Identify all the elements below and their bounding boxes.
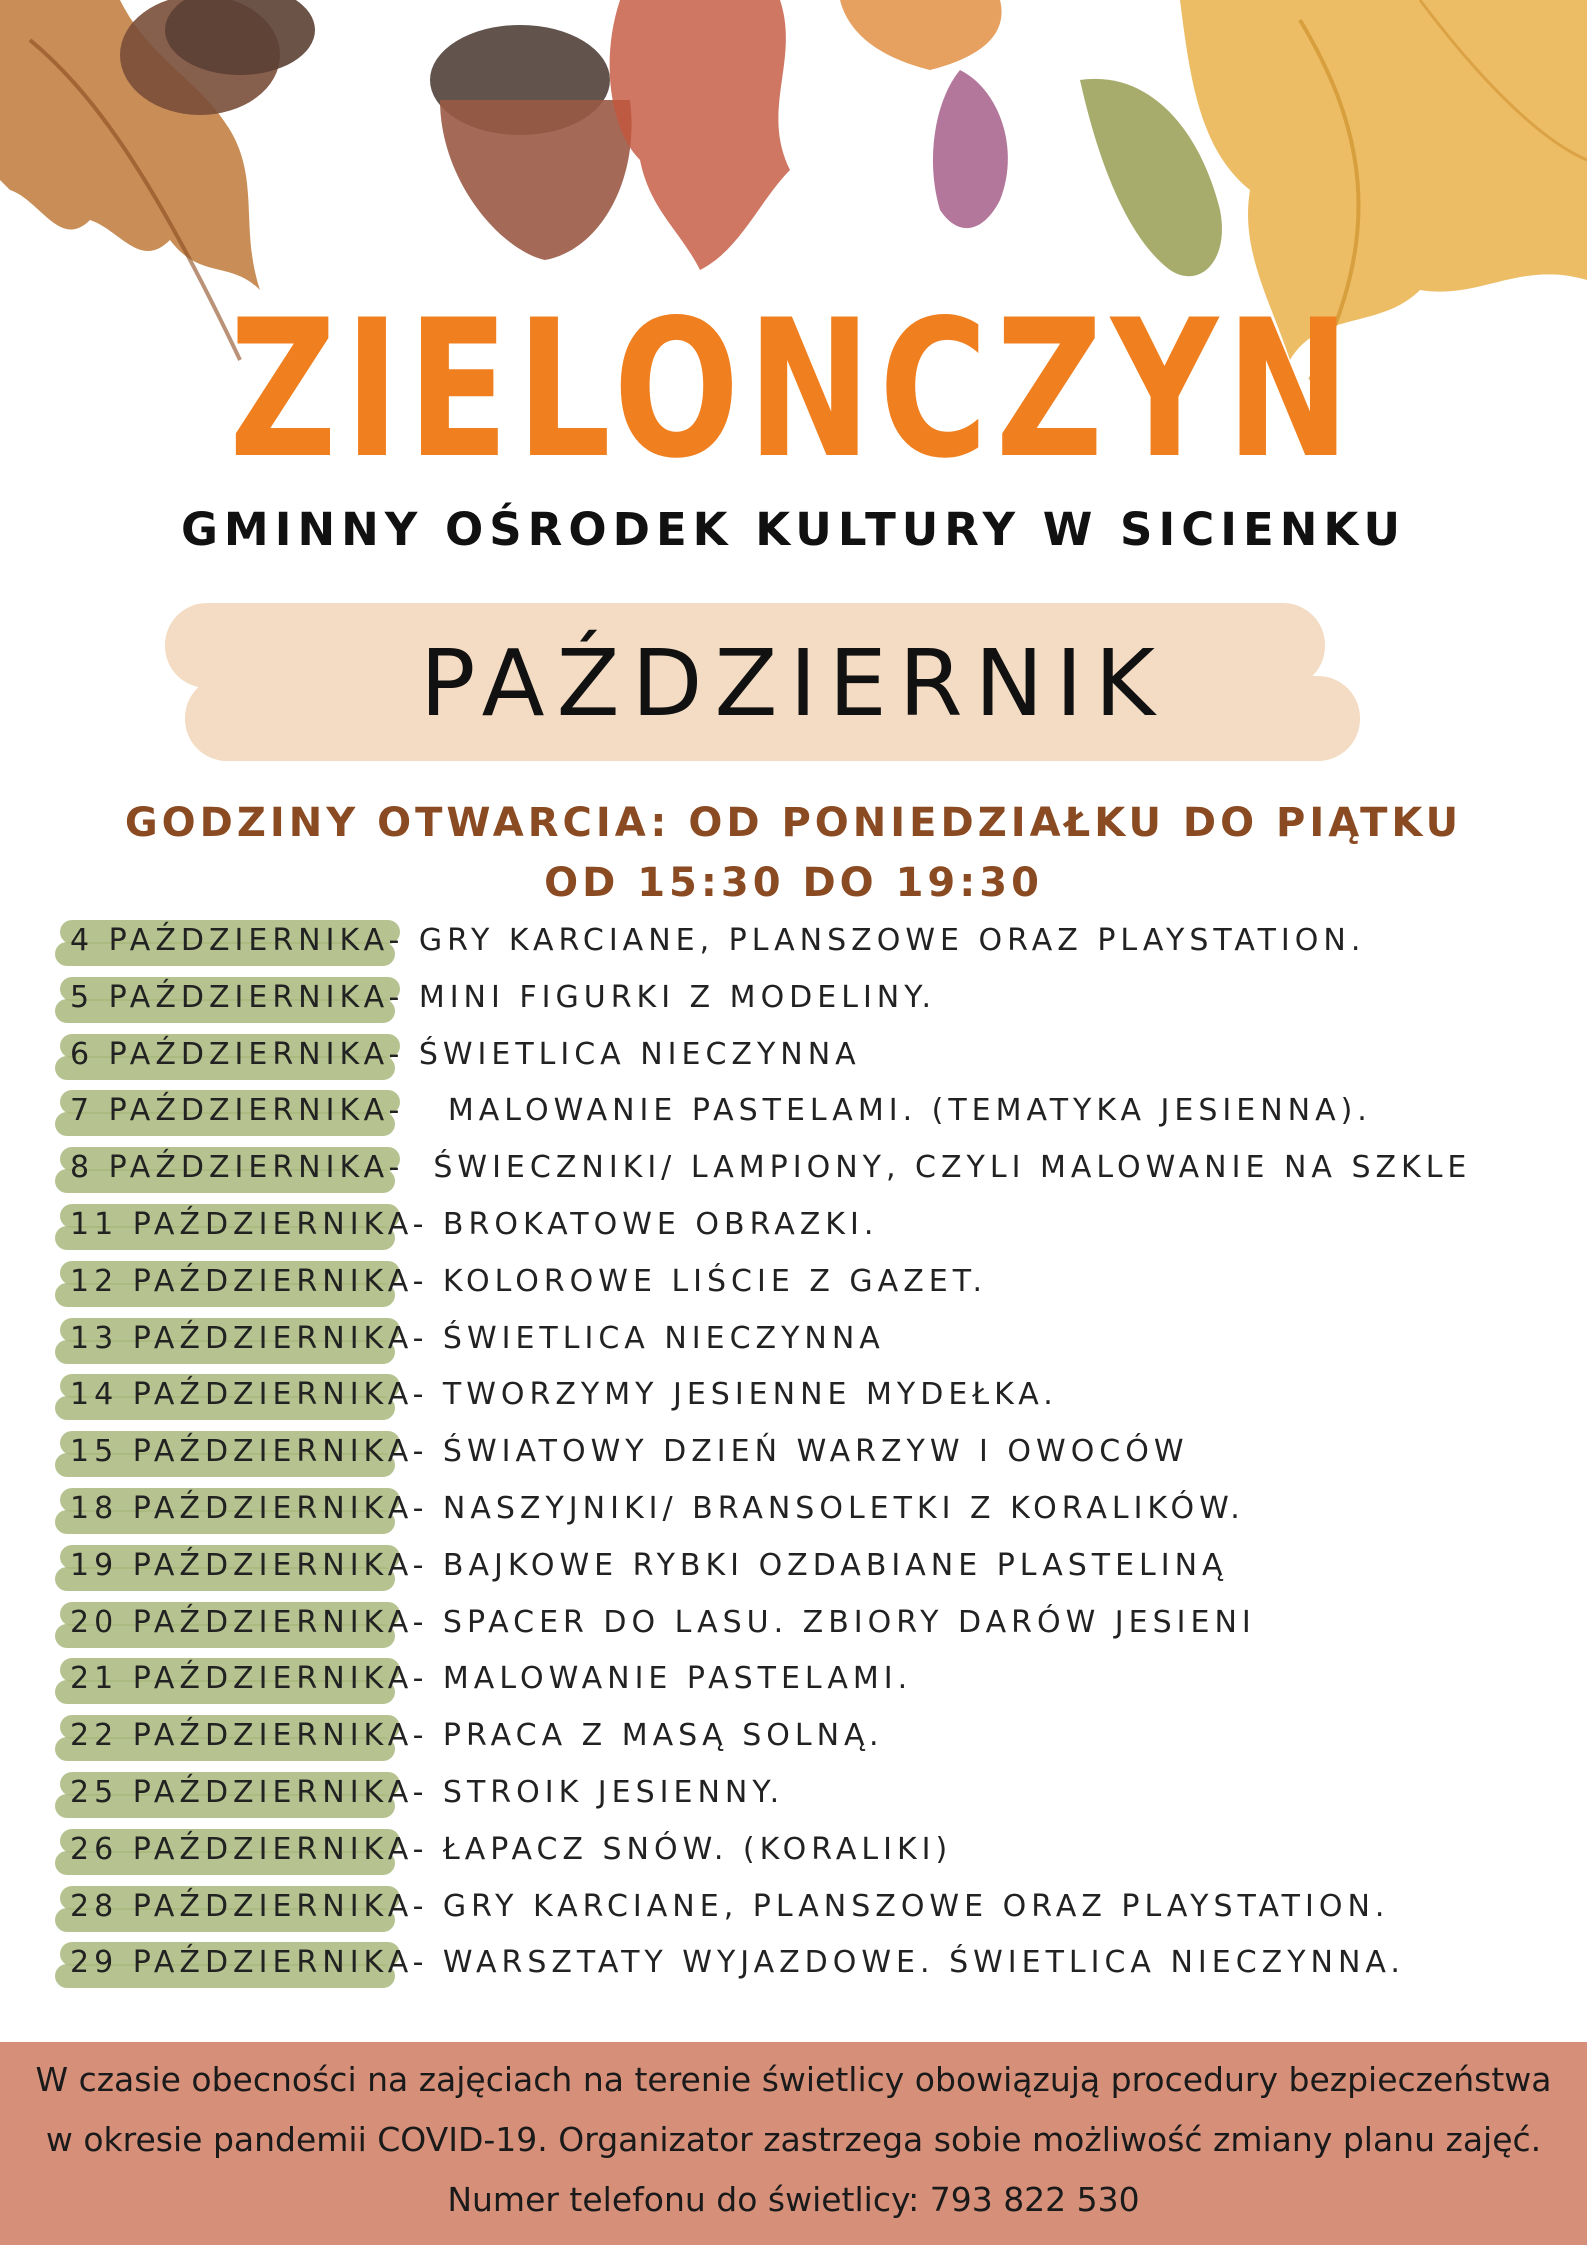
schedule-activity: - ŁAPACZ SNÓW. (KORALIKI) [412,1831,953,1867]
schedule-date: 8 PAŹDZIERNIKA [70,1150,389,1186]
schedule-item [70,975,936,1021]
schedule-date: 18 PAŹDZIERNIKA [70,1491,413,1526]
schedule-activity: - BAJKOWE RYBKI OZDABIANE PLASTELINĄ [412,1547,1228,1583]
schedule-item [70,1259,987,1305]
schedule-item [70,1770,784,1816]
schedule-activity: - ŚWIATOWY DZIEŃ WARZYW I OWOCÓW [412,1434,1189,1470]
schedule-date: 13 PAŹDZIERNIKA [70,1320,413,1356]
schedule-item [70,1088,1372,1134]
schedule-date: 29 PAŹDZIERNIKA [70,1945,413,1981]
schedule-activity: - TWORZYMY JESIENNE MYDEŁKA. [412,1377,1058,1413]
schedule-activity: - WARSZTATY WYJAZDOWE. ŚWIETLICA NIECZYNNA. [412,1945,1405,1981]
phone-number: Numer telefonu do świetlicy: 793 822 530 [447,2180,1140,2219]
schedule-item [70,1145,1471,1191]
opening-hours-time: OD 15:30 DO 19:30 [544,860,1043,906]
acorn-icon [440,100,632,260]
schedule-activity: - GRY KARCIANE, PLANSZOWE ORAZ PLAYSTATION. [388,923,1366,958]
schedule-date: 21 PAŹDZIERNIKA [70,1661,413,1697]
schedule-date: 11 PAŹDZIERNIKA [70,1207,413,1242]
schedule-activity: - NASZYJNIKI/ BRANSOLETKI Z KORALIKÓW. [412,1491,1245,1526]
schedule-item [70,1713,884,1759]
schedule-date: 28 PAŹDZIERNIKA [70,1888,413,1924]
schedule-item [70,1202,878,1248]
footer-notice-line: W czasie obecności na zajęciach na terenie świetlicy obowiązują procedury bezpieczeństwa [35,2060,1552,2099]
schedule-item [70,1372,1058,1418]
footer-notice [0,2042,1587,2245]
schedule-list [0,918,1587,1998]
schedule-activity: - ŚWIETLICA NIECZYNNA [412,1320,885,1356]
schedule-activity: - ŚWIECZNIKI/ LAMPIONY, CZYLI MALOWANIE NA SZKLE [388,1150,1472,1186]
schedule-date: 6 PAŹDZIERNIKA [70,1036,389,1072]
schedule-date: 12 PAŹDZIERNIKA [70,1263,413,1299]
schedule-item [70,1940,1405,1986]
schedule-activity: - MALOWANIE PASTELAMI. [412,1661,913,1697]
opening-hours-days: GODZINY OTWARCIA: OD PONIEDZIAŁKU DO PIĄTKU [124,800,1463,846]
schedule-date: 19 PAŹDZIERNIKA [70,1547,413,1583]
schedule-item [70,1032,861,1078]
schedule-activity: - MINI FIGURKI Z MODELINY. [388,979,937,1015]
schedule-date: 26 PAŹDZIERNIKA [70,1831,413,1867]
schedule-activity: - GRY KARCIANE, PLANSZOWE ORAZ PLAYSTATION. [412,1888,1390,1924]
schedule-item [70,1316,885,1362]
schedule-date: 14 PAŹDZIERNIKA [70,1377,413,1413]
month-heading: PAŹDZIERNIK [420,630,1167,737]
schedule-activity: - SPACER DO LASU. ZBIORY DARÓW JESIENI [412,1604,1256,1640]
schedule-activity: - ŚWIETLICA NIECZYNNA [388,1036,861,1072]
schedule-activity: - STROIK JESIENNY. [412,1775,785,1810]
schedule-activity: - MALOWANIE PASTELAMI. (TEMATYKA JESIENNA). [388,1093,1372,1129]
orange-leaf-icon [840,0,1002,70]
schedule-item [70,1543,1228,1589]
schedule-item [70,1827,952,1873]
schedule-date: 20 PAŹDZIERNIKA [70,1604,413,1640]
schedule-item [70,1600,1256,1646]
schedule-date: 7 PAŹDZIERNIKA [70,1093,389,1129]
schedule-activity: - KOLOROWE LIŚCIE Z GAZET. [412,1263,987,1299]
schedule-item [70,1429,1189,1475]
page-title: ZIELONCZYN [229,279,1358,500]
schedule-item [70,918,1365,964]
schedule-activity: - BROKATOWE OBRAZKI. [412,1207,879,1242]
schedule-item [70,1486,1245,1532]
schedule-date: 22 PAŹDZIERNIKA [70,1718,413,1754]
schedule-activity: - PRACA Z MASĄ SOLNĄ. [412,1718,884,1754]
schedule-date: 4 PAŹDZIERNIKA [70,923,389,958]
schedule-date: 25 PAŹDZIERNIKA [70,1775,413,1810]
red-leaf-icon [610,0,790,270]
schedule-item [70,1656,912,1702]
purple-leaf-icon [933,70,1008,228]
schedule-date: 15 PAŹDZIERNIKA [70,1434,413,1470]
organization-name: GMINNY OŚRODEK KULTURY W SICIENKU [180,503,1406,556]
schedule-date: 5 PAŹDZIERNIKA [70,979,389,1015]
schedule-item [70,1884,1389,1930]
footer-notice-line: w okresie pandemii COVID-19. Organizator zastrzega sobie możliwość zmiany planu zajęć. [45,2120,1542,2159]
